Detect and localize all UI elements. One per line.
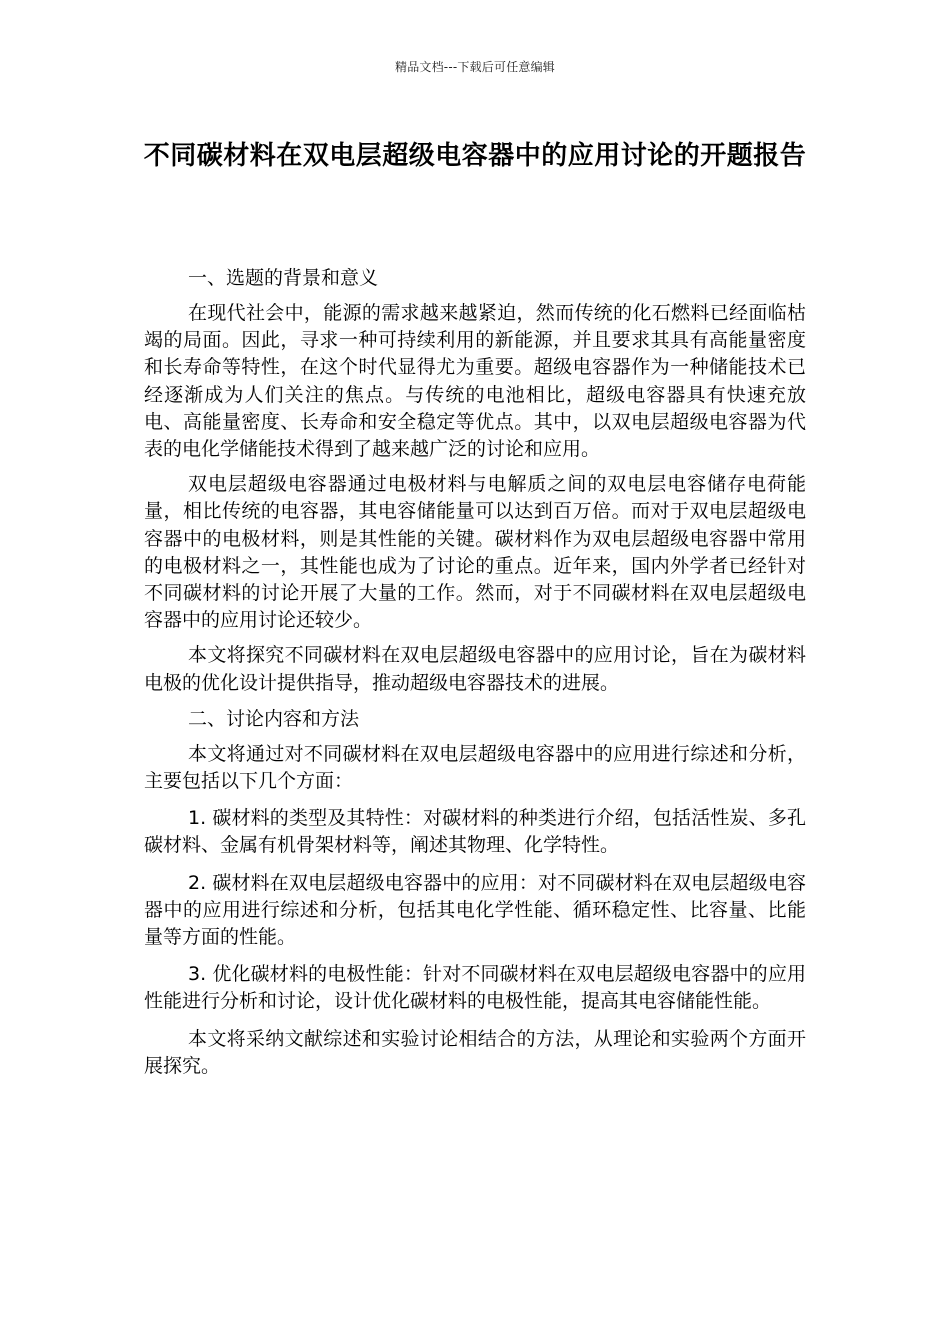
list-item-carbon-types: 1. 碳材料的类型及其特性：对碳材料的种类进行介绍，包括活性炭、多孔碳材料、金属有机骨架材料等，阐述其物理、化学特性。 [144,807,806,857]
document-title: 不同碳材料在双电层超级电容器中的应用讨论的开题报告 [143,141,807,171]
paragraph-background-2: 双电层超级电容器通过电极材料与电解质之间的双电层电容储存电荷能量，相比传统的电容器，其电容储能量可以达到百万倍。而对于双电层超级电容器中的电极材料，则是其性能的关键。碳材料作为双电层超级电容器中常用的电极材料之一，其性能也成为了讨论的重点。近年来，国内外学者已经针对不同碳材料的讨论开展了大量的工作。然而，对于不同碳材料在双电层超级电容器中的应用讨论还较少。 [144,473,806,632]
section-heading-background: 一、选题的背景和意义 [188,267,379,289]
paragraph-background-3: 本文将探究不同碳材料在双电层超级电容器中的应用讨论，旨在为碳材料电极的优化设计提供指导，推动超级电容器技术的进展。 [144,644,806,694]
list-item-electrode-optimization: 3. 优化碳材料的电极性能：针对不同碳材料在双电层超级电容器中的应用性能进行分析和讨论，设计优化碳材料的电极性能，提高其电容储能性能。 [144,963,806,1013]
section-heading-methods: 二、讨论内容和方法 [188,707,360,730]
header-note: 精品文档---下载后可任意编辑 [395,60,555,74]
paragraph-methods-intro: 本文将通过对不同碳材料在双电层超级电容器中的应用进行综述和分析，主要包括以下几个方面： [144,742,806,793]
paragraph-methods-closing: 本文将采纳文献综述和实验讨论相结合的方法，从理论和实验两个方面开展探究。 [144,1027,806,1077]
paragraph-background-1: 在现代社会中，能源的需求越来越紧迫，然而传统的化石燃料已经面临枯竭的局面。因此，寻求一种可持续利用的新能源，并且要求其具有高能量密度和长寿命等特性，在这个时代显得尤为重要。超级电容器作为一种储能技术已经逐渐成为人们关注的焦点。与传统的电池相比，超级电容器具有快速充放电、高能量密度、长寿命和安全稳定等优点。其中，以双电层超级电容器为代表的电化学储能技术得到了越来越广泛的讨论和应用。 [144,302,806,461]
list-item-carbon-applications: 2. 碳材料在双电层超级电容器中的应用：对不同碳材料在双电层超级电容器中的应用进行综述和分析，包括其电化学性能、循环稳定性、比容量、比能量等方面的性能。 [144,871,806,949]
document-body [144,266,806,1088]
